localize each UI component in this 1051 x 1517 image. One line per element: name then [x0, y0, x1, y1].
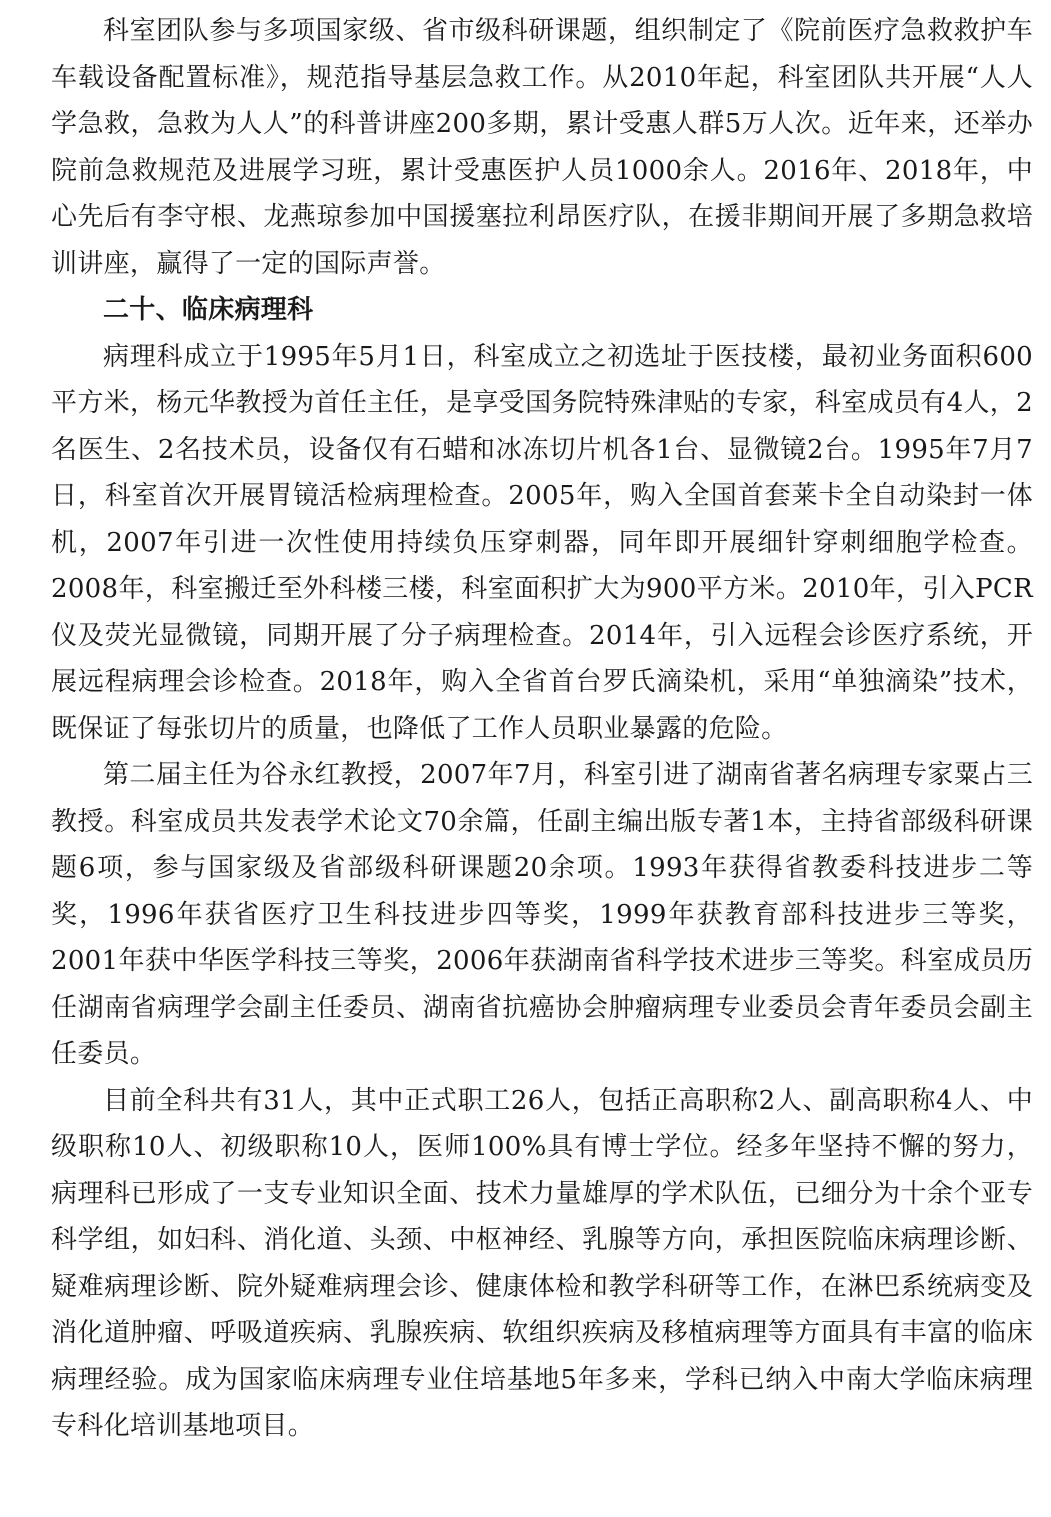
body-paragraph-emergency-research: 科室团队参与多项国家级、省市级科研课题，组织制定了《院前医疗急救救护车车载设备配置标准》，规范指导基层急救工作。从2010年起，科室团队共开展“人人学急救，急救为人人”的科普讲座200多期，累计受惠人群5万人次。近年来，还举办院前急救规范及进展学习班，累计受惠医护人员1000余人。2016年、2018年，中心先后有李守根、龙燕琼参加中国援塞拉利昂医疗队，在援非期间开展了多期急救培训讲座，赢得了一定的国际声誉。: [51, 16, 1033, 279]
body-paragraph-pathology-history: 病理科成立于1995年5月1日，科室成立之初选址于医技楼，最初业务面积600平方米，杨元华教授为首任主任，是享受国务院特殊津贴的专家，科室成员有4人，2名医生、2名技术员，设备仅有石蜡和冰冻切片机各1台、显微镜2台。1995年7月7日，科室首次开展胃镜活检病理检查。2005年，购入全国首套莱卡全自动染封一体机，2007年引进一次性使用持续负压穿刺器，同年即开展细针穿刺细胞学检查。2008年，科室搬迁至外科楼三楼，科室面积扩大为900平方米。2010年，引入PCR仪及荧光显微镜，同期开展了分子病理检查。2014年，引入远程会诊医疗系统，开展远程病理会诊检查。2018年，购入全省首台罗氏滴染机，采用“单独滴染”技术，既保证了每张切片的质量，也降低了工作人员职业暴露的危险。: [51, 341, 1033, 744]
section-heading-clinical-pathology: 二十、临床病理科: [103, 295, 314, 325]
body-paragraph-second-director: 第二届主任为谷永红教授，2007年7月，科室引进了湖南省著名病理专家粟占三教授。科室成员共发表学术论文70余篇，任副主编出版专著1本，主持省部级科研课题6项，参与国家级及省部级科研课题20余项。1993年获得省教委科技进步二等奖，1996年获省医疗卫生科技进步四等奖，1999年获教育部科技进步三等奖，2001年获中华医学科技三等奖，2006年获湖南省科学技术进步三等奖。科室成员历任湖南省病理学会副主任委员、湖南省抗癌协会肿瘤病理专业委员会青年委员会副主任委员。: [51, 760, 1033, 1069]
body-paragraph-current-staff: 目前全科共有31人，其中正式职工26人，包括正高职称2人、副高职称4人、中级职称10人、初级职称10人，医师100%具有博士学位。经多年坚持不懈的努力，病理科已形成了一支专业知识全面、技术力量雄厚的学术队伍，已细分为十余个亚专科学组，如妇科、消化道、头颈、中枢神经、乳腺等方向，承担医院临床病理诊断、疑难病理诊断、院外疑难病理会诊、健康体检和教学科研等工作，在淋巴系统病变及消化道肿瘤、呼吸道疾病、乳腺疾病、软组织疾病及移植病理等方面具有丰富的临床病理经验。成为国家临床病理专业住培基地5年多来，学科已纳入中南大学临床病理专科化培训基地项目。: [51, 1085, 1033, 1441]
